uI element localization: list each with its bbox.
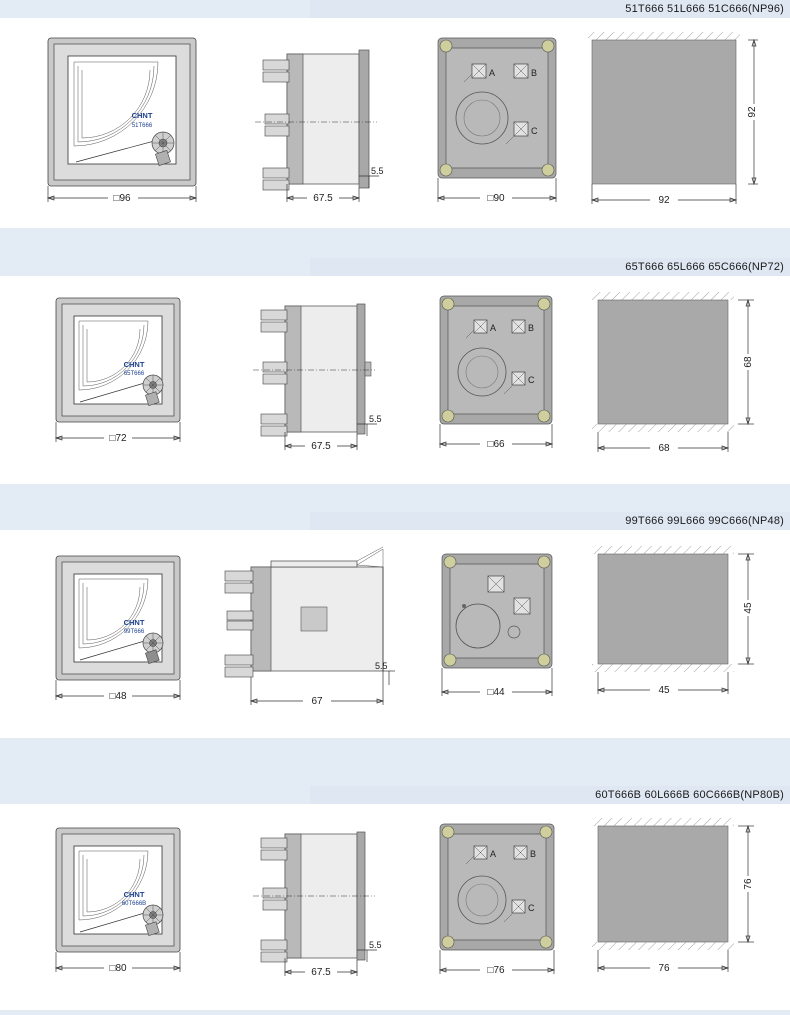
terminal-label-c: C (531, 126, 538, 136)
cutout-width: 76 (658, 963, 670, 974)
terminal-label-b: B (528, 323, 535, 333)
model-label: 99T666 (123, 629, 145, 635)
cutout-height: 68 (743, 356, 754, 368)
side-flange: 5.5 (371, 166, 384, 176)
section-title: 65T666 65L666 65C666(NP72) (625, 261, 784, 273)
front-dimension: □48 (109, 691, 127, 702)
rear-dimension: □66 (487, 439, 505, 450)
cutout-height: 76 (743, 878, 754, 890)
rear-dimension: □44 (487, 687, 505, 698)
section-header-np80b (310, 786, 790, 804)
side-flange: 5.5 (375, 661, 388, 671)
cutout-width: 68 (658, 443, 670, 454)
np80b-rear-view (420, 812, 570, 984)
cutout-width: 45 (658, 685, 670, 696)
np96-side-view (245, 26, 385, 206)
section-header-np48 (310, 512, 790, 530)
np72-front-view (34, 284, 204, 456)
np48-front-view (34, 540, 204, 712)
np96-rear-view (420, 26, 570, 206)
section-title: 51T666 51L666 51C666(NP96) (625, 3, 784, 15)
terminal-label-a: A (490, 323, 497, 333)
side-depth: 67.5 (311, 441, 331, 452)
front-dimension: □80 (109, 963, 127, 974)
np96-front-view (30, 26, 210, 206)
section-title: 99T666 99L666 99C666(NP48) (625, 515, 784, 527)
side-flange: 5.5 (369, 940, 382, 950)
brand-label: CHNT (123, 360, 145, 369)
terminal-label-c: C (528, 375, 535, 385)
rear-dimension: □90 (487, 193, 505, 204)
np72-side-view (243, 284, 383, 456)
terminal-label-c: C (528, 903, 535, 913)
np80b-cutout-view (588, 812, 773, 984)
section-header-np72 (310, 258, 790, 276)
np80b-front-view (34, 812, 204, 984)
terminal-label-a: A (489, 68, 496, 78)
cutout-height: 45 (743, 602, 754, 614)
np80b-side-view (243, 812, 383, 984)
section-header-np96 (310, 0, 790, 18)
side-depth: 67.5 (311, 967, 331, 978)
np48-side-view (205, 535, 395, 715)
np48-cutout-view (588, 540, 773, 712)
cutout-width: 92 (658, 195, 670, 206)
side-depth: 67.5 (313, 193, 333, 204)
model-label: 51T666 (131, 123, 153, 129)
model-label: 60T666B (121, 901, 147, 907)
np48-rear-view (420, 540, 570, 712)
terminal-label-b: B (530, 849, 537, 859)
model-label: 65T666 (123, 371, 145, 377)
terminal-label-b: B (531, 68, 538, 78)
brand-label: CHNT (131, 111, 153, 120)
front-dimension: □72 (109, 433, 127, 444)
front-dimension: □96 (113, 193, 131, 204)
terminal-label-a: A (490, 849, 497, 859)
side-depth: 67 (311, 696, 323, 707)
np72-rear-view (420, 284, 570, 456)
brand-label: CHNT (123, 618, 145, 627)
brand-label: CHNT (123, 890, 145, 899)
cutout-height: 92 (747, 106, 758, 118)
np72-cutout-view (588, 284, 773, 456)
section-title: 60T666B 60L666B 60C666B(NP80B) (595, 789, 784, 801)
np96-cutout-view (580, 26, 770, 206)
side-flange: 5.5 (369, 414, 382, 424)
rear-dimension: □76 (487, 965, 505, 976)
